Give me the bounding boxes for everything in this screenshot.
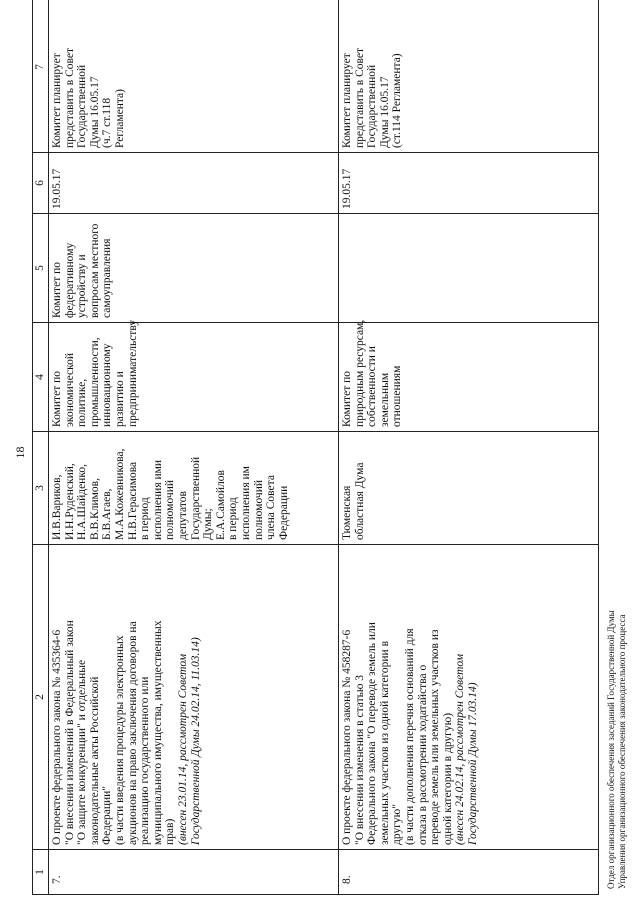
author-line: Тюменская: [341, 485, 353, 540]
page-number: 18: [13, 446, 27, 459]
author-line: в период: [227, 497, 240, 540]
author-line: Н.В.Герасимова: [126, 461, 139, 540]
co-committee-line: федеративному: [63, 242, 76, 318]
responsible-committee: [49, 319, 339, 432]
row-number: 7.: [49, 850, 339, 895]
author-line: члена Совета: [265, 475, 278, 540]
bill-text-line: Федерального закона "О переводе земель или: [366, 622, 379, 845]
co-executor-committee: [49, 214, 339, 323]
co-committee-line: Комитет по: [51, 262, 63, 318]
bill-authors: [339, 432, 599, 545]
bill-text-line: одной категории в другую): [441, 712, 454, 845]
author-line: полномочий: [164, 480, 177, 540]
author-line: в период: [139, 497, 152, 540]
committee-line: природным ресурсам,: [353, 319, 366, 427]
column-header-4: 4: [33, 323, 49, 432]
committee-line: инновационному: [101, 343, 114, 427]
author-line: Е.А.Самойлов: [214, 470, 227, 540]
bill-status-line: Государственной Думы 17.03.14): [466, 682, 479, 845]
committee-line: предпринимательству: [126, 319, 139, 427]
committee-line: экономической: [63, 353, 76, 427]
remark-line: (ст.114 Регламента): [391, 53, 404, 148]
co-committee-line: устройству и: [76, 254, 89, 318]
remark-line: Государственной: [76, 64, 89, 148]
column-header-2: 2: [33, 545, 49, 850]
bill-text-line: муниципального имущества, имущественных: [151, 620, 164, 845]
bill-text-line: аукционов на право заключения договоров на: [126, 621, 139, 845]
bills-table: [32, 0, 599, 895]
remark-line: представить в Совет: [63, 47, 76, 148]
author-line: И.Н.Руденский,: [63, 463, 76, 540]
bill-text-line: О проекте федерального закона № 458287-6: [341, 629, 353, 845]
footer: [606, 610, 628, 889]
bill-text-line: (в части введения процедуры электронных: [113, 635, 126, 845]
table-row: [339, 0, 599, 895]
author-line: Б.В.Агаев,: [101, 488, 114, 540]
author-line: В.В.Климов,: [88, 478, 101, 540]
remark-line: (ч.7 ст.118: [101, 97, 114, 148]
remark-line: Комитет планирует: [341, 53, 353, 148]
bill-description: [49, 545, 339, 850]
table-row: [49, 0, 339, 895]
bill-text-line: О проекте федерального закона № 435364-6: [51, 629, 63, 845]
column-header-6: 6: [33, 153, 49, 214]
bill-text-line: Федерации": [101, 785, 114, 845]
bill-text-line: реализацию государственного или: [139, 676, 152, 845]
committee-line: политике,: [76, 378, 89, 427]
bill-text-line: "О внесении изменения в статью 3: [353, 674, 366, 845]
author-line: М.А.Кожевникова,: [113, 448, 126, 540]
planned-date: 19.05.17: [339, 153, 599, 214]
author-line: Н.А.Шайденко,: [76, 464, 89, 540]
author-line: полномочий: [252, 480, 265, 540]
bill-text-line: прав): [164, 818, 177, 845]
remarks: [49, 0, 339, 153]
remark-line: Комитет планирует: [51, 53, 63, 148]
remark-line: Думы 16.05.17: [88, 76, 101, 148]
bill-text-line: законодательные акты Российской: [88, 676, 101, 845]
author-line: депутатов: [176, 491, 189, 540]
remarks: [339, 0, 599, 153]
author-line: И.В.Вариков,: [51, 474, 63, 540]
bill-text-line: "О защите конкуренции" и отдельные: [76, 659, 89, 845]
bill-text-line: другую": [391, 804, 404, 845]
remark-line: Думы 16.05.17: [378, 76, 391, 148]
author-line: областная Дума: [353, 462, 366, 540]
bill-status-line: (внесен 23.01.14, рассмотрен Советом: [176, 653, 189, 845]
author-line: Думы;: [202, 508, 215, 540]
bill-status-line: (внесен 24.02.14, рассмотрен Советом: [454, 653, 467, 845]
co-executor-committee: [339, 214, 599, 323]
planned-date: 19.05.17: [49, 153, 339, 214]
remark-line: Регламента): [113, 89, 126, 148]
column-header-7: 7: [33, 0, 49, 153]
bill-text-line: земельных участков из одной категории в: [378, 640, 391, 845]
column-header-5: 5: [33, 214, 49, 323]
bill-authors: [49, 432, 339, 545]
remark-line: Государственной: [366, 64, 379, 148]
co-committee-line: самоуправления: [101, 238, 114, 318]
committee-line: отношениям: [391, 365, 404, 427]
committee-line: Комитет по: [341, 371, 353, 427]
footer-line-department: Отдел организационного обеспечения заседаний Государственной Думы: [606, 610, 616, 889]
responsible-committee: [339, 319, 599, 432]
bill-text-line: (в части дополнения перечня оснований для: [403, 628, 416, 845]
committee-line: промышленности,: [88, 337, 101, 427]
bill-description: [339, 545, 599, 850]
remark-line: представить в Совет: [353, 47, 366, 148]
column-header-1: 1: [33, 850, 49, 895]
committee-line: земельным: [378, 372, 391, 427]
committee-line: Комитет по: [51, 371, 63, 427]
bill-text-line: "О внесении изменений в Федеральный закон: [63, 620, 76, 845]
committee-line: собственности и: [366, 346, 379, 427]
bill-status-line: Государственной Думы 24.02.14, 11.03.14): [189, 637, 202, 845]
author-line: Государственной: [189, 456, 202, 540]
author-line: Федерации: [277, 485, 290, 540]
bill-text-line: переводе земель или земельных участков из: [429, 629, 442, 845]
author-line: исполнения им: [239, 466, 252, 540]
table-header-row: [33, 0, 49, 895]
row-number: 8.: [339, 850, 599, 895]
column-header-3: 3: [33, 432, 49, 545]
author-line: исполнения ими: [151, 459, 164, 540]
co-committee-line: вопросам местного: [88, 223, 101, 318]
footer-line-directorate: Управления организационного обеспечения законодательного процесса: [617, 614, 627, 889]
bill-text-line: отказа в рассмотрении ходатайства о: [416, 664, 429, 845]
committee-line: развитию и: [113, 371, 126, 427]
